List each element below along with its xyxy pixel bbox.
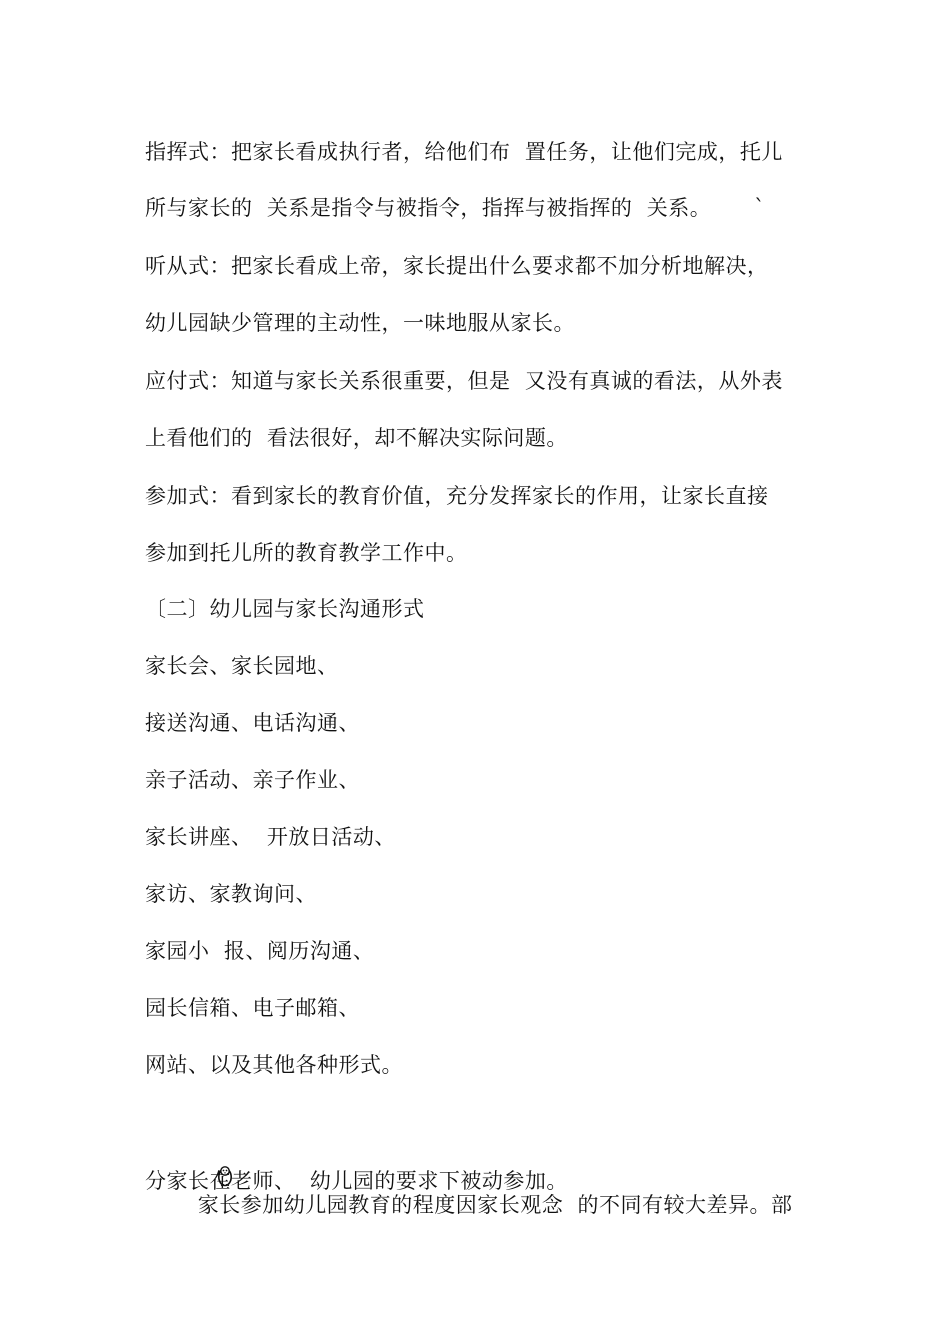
bullet-paragraph-text: 家长参加幼儿园教育的程度因家长观念 的不同有较大差异。部 [197, 1193, 793, 1217]
paragraph-line: 所与家长的 关系是指令与被指令，指挥与被指挥的 关系。 ` [145, 196, 766, 220]
list-item: 家园小 报、阅历沟通、 [145, 939, 375, 963]
paragraph-line: 听从式：把家长看成上帝，家长提出什么要求都不加分析地解决， [145, 254, 769, 278]
list-item: 网站、以及其他各种形式。 [145, 1053, 403, 1077]
list-item: 家长讲座、 开放日活动、 [145, 825, 396, 849]
bullet-paragraph-line: 分家长在老师、 幼儿园的要求下被动参加。 [145, 1169, 568, 1193]
penguin-icon [174, 1137, 190, 1159]
paragraph-line: 幼儿园缺少管理的主动性，一味地服从家长。 [145, 311, 575, 335]
paragraph-line: 指挥式：把家长看成执行者，给他们布 置任务，让他们完成，托儿 [145, 140, 783, 164]
paragraph-line: 参加式：看到家长的教育价值，充分发挥家长的作用，让家长直接 [145, 484, 769, 508]
list-item: 家长会、家长园地、 [145, 654, 339, 678]
list-item: 园长信箱、电子邮箱、 [145, 996, 360, 1020]
paragraph-line: 上看他们的 看法很好，却不解决实际问题。 [145, 426, 568, 450]
paragraph-line: 应付式：知道与家长关系很重要，但是 又没有真诚的看法，从外表 [145, 369, 783, 393]
list-item: 家访、家教询问、 [145, 882, 317, 906]
list-item: 亲子活动、亲子作业、 [145, 768, 360, 792]
paragraph-line: 参加到托儿所的教育教学工作中。 [145, 541, 468, 565]
section-heading: 〔二〕幼儿园与家长沟通形式 [145, 597, 425, 621]
list-item: 接送沟通、电话沟通、 [145, 711, 360, 735]
